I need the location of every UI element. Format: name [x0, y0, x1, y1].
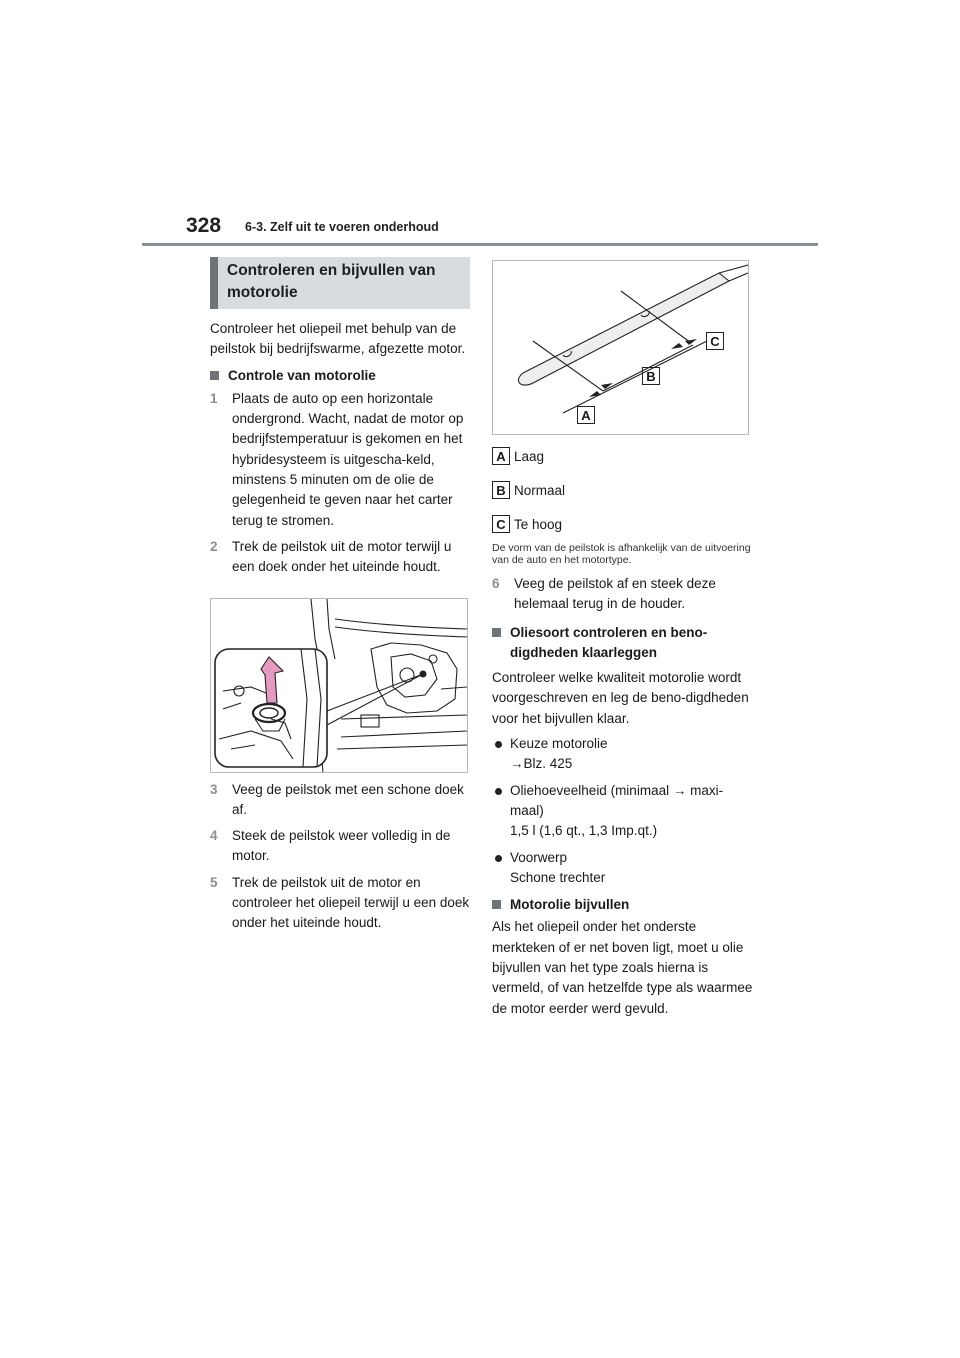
step-text: Trek de peilstok uit de motor terwijl u een doek onder het uiteinde houdt.: [232, 538, 452, 575]
label-b: B: [642, 367, 660, 385]
section-heading: Controleren en bijvullen van motorolie: [210, 257, 470, 309]
subheading-text: Oliesoort controleren en beno-digdheden klaarleggen: [510, 624, 708, 660]
subheading-oil-type: [492, 623, 754, 664]
subheading-refill: [492, 895, 754, 915]
square-bullet-icon: [492, 900, 501, 909]
label-c: C: [706, 332, 724, 350]
left-column: [210, 257, 470, 934]
bullet-dot-icon: [495, 741, 502, 748]
legend-key: A: [492, 447, 510, 465]
step-number: 3: [210, 781, 218, 797]
step-2: [210, 537, 470, 578]
step-number: 2: [210, 538, 218, 554]
section-title: 6-3. Zelf uit te voeren onderhoud: [245, 220, 439, 234]
bullet-oil-choice: [492, 734, 754, 775]
legend-text: Te hoog: [514, 516, 563, 532]
subheading-text: Motorolie bijvullen: [510, 897, 630, 913]
bullet-line: Schone trechter: [510, 869, 606, 885]
right-column: [492, 260, 754, 1019]
legend-key: C: [492, 515, 510, 533]
engine-bay-illustration: [211, 599, 467, 772]
bullet-dot-icon: [495, 788, 502, 795]
bullet-line: 1,5 l (1,6 qt., 1,3 Imp.qt.): [510, 823, 658, 839]
bullet-line: Oliehoeveelheid (minimaal → maxi-maal): [510, 782, 724, 818]
step-6: [492, 574, 754, 615]
legend-item-normal: [492, 480, 754, 500]
step-4: [210, 826, 470, 867]
step-text: Trek de peilstok uit de motor en controleer het oliepeil terwijl u een doek onder het uiteinde houdt.: [232, 874, 470, 931]
step-text: Veeg de peilstok met een schone doek af.: [232, 781, 464, 817]
refill-text: Als het oliepeil onder het onderste merkteken of er net boven ligt, moet u olie bijvullen van het type zoals hierna is vermeld, of van hetzelfde type als waarmee de motor eerder werd gevuld.: [492, 919, 753, 1016]
step-5: [210, 873, 470, 934]
legend-item-high: [492, 514, 754, 534]
legend-text: Laag: [514, 448, 545, 464]
label-a: A: [577, 406, 595, 424]
intro-text: Controleer het oliepeil met behulp van de peilstok bij bedrijfswarme, afgezette motor.: [210, 321, 466, 357]
step-text: Veeg de peilstok af en steek deze helemaal terug in de houder.: [514, 576, 716, 612]
step-number: 5: [210, 874, 218, 890]
page-number: 328: [186, 214, 222, 237]
square-bullet-icon: [492, 628, 501, 637]
header-rule: [142, 243, 818, 246]
engine-bay-figure: [210, 598, 468, 773]
bullet-line: Keuze motorolie: [510, 736, 608, 752]
bullet-item: [492, 848, 754, 889]
step-text: Plaats de auto op een horizontale ondergrond. Wacht, nadat de motor op bedrijfstemperatuur is gekomen en het hybridesysteem is uitgescha-keld, minstens 5 minuten om de olie de gelegenheid te geven naar het carter terug te stromen.: [232, 390, 464, 528]
legend: [492, 446, 754, 534]
legend-text: Normaal: [514, 482, 566, 498]
bullet-line: Voorwerp: [510, 849, 568, 865]
subheading-text: Controle van motorolie: [228, 367, 376, 383]
bullet-line: →Blz. 425: [510, 756, 573, 772]
dipstick-note: De vorm van de peilstok is afhankelijk van de uitvoering van de auto en het motortype.: [492, 542, 751, 566]
step-number: 4: [210, 828, 218, 844]
bullet-oil-quantity: [492, 781, 754, 842]
bullet-dot-icon: [495, 855, 502, 862]
subheading-check-oil: [210, 366, 470, 386]
step-text: Steek de peilstok weer volledig in de motor.: [232, 828, 451, 864]
step-number: 6: [492, 576, 500, 591]
step-number: 1: [210, 390, 218, 406]
dipstick-figure: [492, 260, 749, 435]
step-3: [210, 780, 470, 821]
oil-type-text: Controleer welke kwaliteit motorolie wordt voorgeschreven en leg de beno-digdheden voor het bijvullen klaar.: [492, 670, 749, 726]
square-bullet-icon: [210, 371, 219, 380]
legend-item-low: [492, 446, 754, 466]
legend-key: B: [492, 481, 510, 499]
step-1: [210, 389, 470, 531]
